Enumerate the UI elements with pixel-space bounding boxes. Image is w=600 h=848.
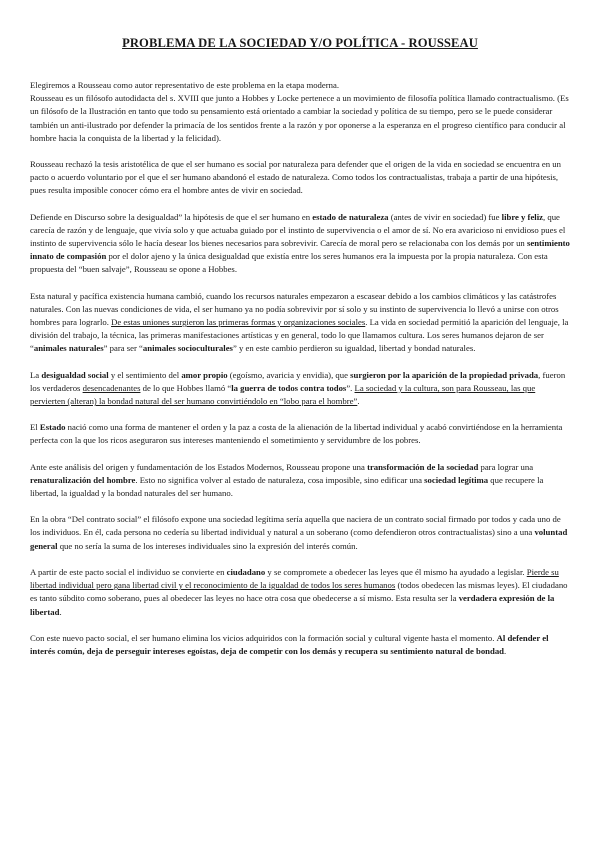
text-run: . (357, 396, 360, 407)
underlined-text: desencadenantes (82, 382, 141, 393)
bold-text: renaturalización del hombre (30, 474, 136, 485)
text-run: ” y en este cambio perdieron su igualdad, libertad y bondad naturales. (232, 343, 476, 354)
paragraph-line (30, 79, 570, 92)
text-run: Con este nuevo pacto social, el ser humano elimina los vicios adquiridos con la formación social y cultural vigente hasta el momento. (30, 632, 497, 643)
text-run: (egoísmo, avaricia y envidia), que (227, 369, 351, 380)
text-run: de lo que Hobbes llamó “ (140, 382, 232, 393)
text-run: El (30, 422, 40, 433)
bold-text: animales naturales (33, 343, 104, 354)
text-run: , que carecía de razón y de lenguaje, que vivía solo y que actuaba guiado por el instinto de supervivencia o el amor de sí. No era avaricioso ni envidioso pues el instinto de supervivencia sólo le hacía desear los bienes necesarios para sobrevivir. Carecía de moral pero se relacionaba con los demás por un (30, 211, 566, 249)
text-run: . La vida en sociedad permitió la aparición del lenguaje, la división del trabajo, la técnica, las primeras manifestaciones artísticas y en general, todo lo que llamamos cultura. Los seres humanos dejaron de ser “ (30, 317, 569, 354)
text-run: . (504, 645, 507, 656)
text-run: que no sería la suma de los intereses individuales sino la expresión del interés común. (57, 540, 358, 551)
bold-text: amor propio (181, 369, 228, 380)
paragraph (30, 158, 570, 198)
paragraph-line (30, 211, 570, 277)
bold-text: transformación de la sociedad (367, 461, 479, 472)
text-run: Rousseau rechazó la tesis aristotélica de que el ser humano es social por naturaleza para defender que el origen de la vida en sociedad se encuentra en un pacto o acuerdo voluntario por el que el ser humano abandonó el estado de naturaleza. Como todos los contractualistas, trabaja a partir de una hipótesis, pues resulta imposible conocer cómo era el hombre antes de vivir en sociedad. (30, 159, 561, 196)
paragraph (30, 461, 570, 501)
text-run: Elegiremos a Rousseau como autor representativo de este problema en la etapa moderna. (30, 80, 340, 90)
paragraph (30, 211, 570, 277)
text-run: ”. (346, 382, 355, 393)
page-title: PROBLEMA DE LA SOCIEDAD Y/O POLÍTICA - ROUSSEAU (122, 36, 478, 50)
text-run: Ante este análisis del origen y fundamentación de los Estados Modernos, Rousseau propone una (30, 461, 368, 472)
text-run: . Esto no significa volver al estado de naturaleza, cosa imposible, sino edificar una (135, 474, 425, 485)
text-run: (antes de vivir en sociedad) fue (388, 211, 502, 222)
text-run: Defiende en Discurso sobre la desigualdad” la hipótesis de que el ser humano en (30, 211, 313, 222)
paragraph (30, 513, 570, 553)
text-run: y se compromete a obedecer las leyes que él mismo ha ayudado a legislar. (265, 566, 527, 577)
paragraph-line (30, 158, 570, 198)
bold-text: estado de naturaleza (312, 211, 389, 222)
paragraph-line (30, 513, 570, 553)
text-run: por el dolor ajeno y la única desigualdad que existía entre los seres humanos era la impuesta por la propia naturaleza. Con esta propuesta del “buen salvaje”, Rousseau se opone a Hobbes. (30, 251, 548, 275)
text-run: . (59, 606, 62, 617)
paragraph-line (30, 566, 570, 619)
text-run: En la obra “Del contrato social” el filósofo expone una sociedad legítima sería aquella que naciera de un contrato social firmado por todos y cada uno de los individuos. En él, cada persona no cedería su libertad individual y natural a un soberano (como defendieron otros contractualistas) sino a una (30, 514, 561, 538)
text-run: que recupere la libertad, la igualdad y la bondad naturales del ser humano. (30, 474, 544, 499)
bold-text: Al defender el interés común, deja de perseguir intereses egoístas, deja de competir con los demás y recupera su sentimiento natural de bondad (30, 632, 549, 656)
paragraph-line (30, 632, 570, 658)
paragraph (30, 632, 570, 658)
text-run: A partir de este pacto social el individuo se convierte en (30, 566, 227, 577)
bold-text: ciudadano (226, 566, 266, 577)
underlined-text: De estas uniones surgieron las primeras formas y organizaciones sociales (111, 317, 366, 328)
paragraph (30, 79, 570, 145)
text-run: (todos obedecen las mismas leyes). El ciudadano es tanto súbdito como soberano, pues al obedecer las leyes no hace otra cosa que obedecerse a sí mismo. Esta resulta ser la (30, 580, 568, 604)
text-run: La (30, 369, 42, 380)
bold-text: sentimiento innato de compasión (30, 238, 570, 262)
paragraph-line (30, 421, 570, 447)
paragraph (30, 290, 570, 356)
paragraph-line (30, 290, 570, 356)
paragraph-line (30, 92, 570, 145)
paragraph (30, 566, 570, 619)
paragraph-line (30, 369, 570, 409)
paragraph-line (30, 461, 570, 501)
text-run: ” para ser “ (103, 343, 143, 354)
text-run: Rousseau es un filósofo autodidacta del s. XVIII que junto a Hobbes y Locke pertenece a un movimiento de filosofía política llamado contractualismo. (Es un filósofo de la Ilustración en tanto que todo su pensamiento está orientado a cambiar la sociedad y política de su tiempo, pero se le puede considerar también un anti-ilustrado por defender la primacía de los sentidos frente a la razón y por oponerse a la esperanza en el progreso científico para conducir al hombre hacia la conquista de la libertad y la felicidad). (30, 93, 569, 143)
paragraph (30, 421, 570, 447)
bold-text: libre y feliz (501, 211, 543, 222)
bold-text: verdadera expresión de la libertad (30, 593, 555, 617)
text-run: para lograr una (478, 461, 534, 472)
bold-text: Estado (39, 422, 66, 433)
bold-text: desigualdad social (41, 369, 109, 380)
text-run: Esta natural y pacífica existencia humana cambió, cuando los recursos naturales empezaron a escasear debido a los cambios climáticos y las catástrofes naturales. Con las nuevas condiciones de vida, el ser humano ya no podía sobrevivir por sí solo y su instinto de supervivencia lo llevó a unirse con otros hombres para lograrlo. (30, 290, 559, 328)
text-run: , fueron los verdaderos (30, 369, 566, 393)
underlined-text: La sociedad y la cultura, son para Rousseau, las que pervierten (alteran) la bondad natural del ser humano convirtiéndolo en “lobo para el hombre” (30, 382, 536, 407)
text-run: y el sentimiento del (108, 369, 182, 380)
bold-text: la guerra de todos contra todos (231, 382, 347, 393)
bold-text: sociedad legítima (424, 474, 489, 485)
bold-text: animales socioculturales (142, 343, 233, 354)
paragraph (30, 369, 570, 409)
bold-text: voluntad general (30, 527, 568, 551)
text-run: nació como una forma de mantener el orden y la paz a costa de la alienación de la libertad individual y acabó convirtiéndose en la herramienta perfecta con la que los ricos aseguraron sus intereses manteniendo el sometimiento y servidumbre de los pobres. (30, 422, 563, 446)
document-body (30, 79, 570, 658)
bold-text: surgieron por la aparición de la propiedad privada (350, 369, 539, 380)
underlined-text: Pierde su libertad individual pero gana libertad civil y el reconocimiento de la igualdad de todos los seres humanos (30, 566, 559, 591)
